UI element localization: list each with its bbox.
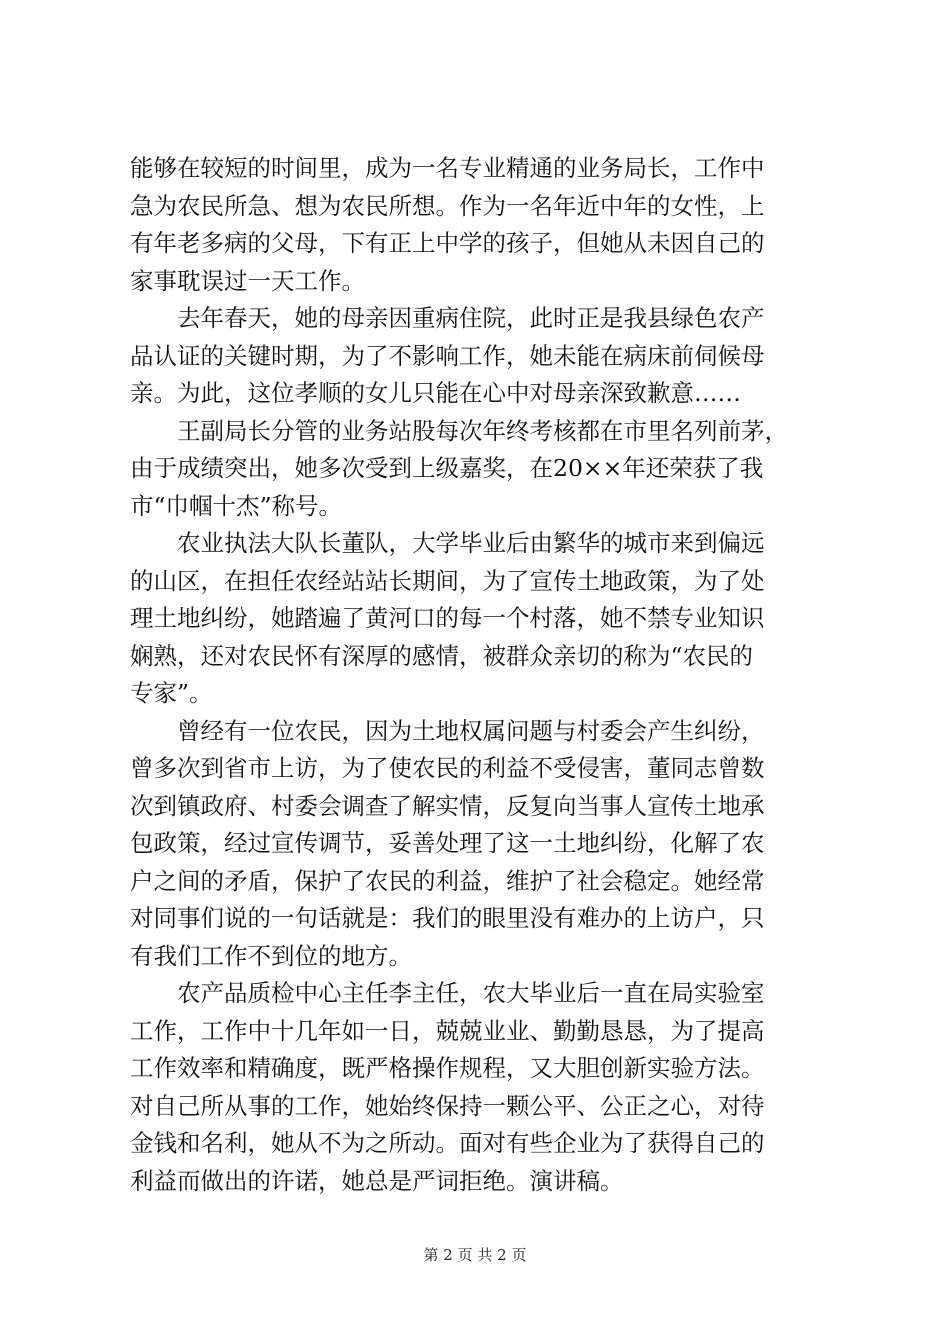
paragraph-first-line: 农业执法大队长董队，大学毕业后由繁华的城市来到偏远 <box>177 529 765 557</box>
paragraph-first-line: 曾经有一位农民，因为土地权属问题与村委会产生纠纷， <box>177 716 765 745</box>
text-line: 次到镇政府、村委会调查了解实情，反复向当事人宣传土地承 <box>130 791 765 820</box>
text-line: 急为农民所急、想为农民所想。作为一名年近中年的女性，上 <box>130 191 765 220</box>
text-line: 品认证的关键时期，为了不影响工作，她未能在病床前伺候母 <box>130 341 765 370</box>
text-line: 理土地纠纷，她踏遍了黄河口的每一个村落，她不禁专业知识 <box>130 604 765 632</box>
paragraph-first-line: 去年春天，她的母亲因重病住院，此时正是我县绿色农产 <box>177 304 765 332</box>
paragraph-first-line: 王副局长分管的业务站股每次年终考核都在市里名列前茅， <box>177 416 788 445</box>
text-line: 的山区，在担任农经站站长期间，为了宣传土地政策，为了处 <box>130 566 765 595</box>
text-line: 能够在较短的时间里，成为一名专业精通的业务局长，工作中 <box>130 154 765 182</box>
text-line: 由于成绩突出，她多次受到上级嘉奖，在20××年还荣获了我 <box>130 454 764 482</box>
text-line: 对同事们说的一句话就是：我们的眼里没有难办的上访户，只 <box>130 904 765 932</box>
text-line: 对自己所从事的工作，她始终保持一颗公平、公正之心，对待 <box>130 1091 765 1120</box>
text-line: 包政策，经过宣传调节，妥善处理了这一土地纠纷，化解了农 <box>130 829 765 857</box>
text-line: 工作，工作中十几年如一日，兢兢业业、勤勤恳恳，为了提高 <box>130 1016 765 1045</box>
text-line: 家事耽误过一天工作。 <box>130 266 365 295</box>
text-line: 有年老多病的父母，下有正上中学的孩子，但她从未因自己的 <box>130 229 765 257</box>
text-line: 娴熟，还对农民怀有深厚的感情，被群众亲切的称为“农民的 <box>130 641 754 670</box>
body-text <box>130 150 810 1200</box>
text-line: 有我们工作不到位的地方。 <box>130 941 412 970</box>
text-line: 专家”。 <box>130 679 213 707</box>
page-footer: 第 2 页 共 2 页 <box>423 1246 527 1264</box>
text-line: 亲。为此，这位孝顺的女儿只能在心中对母亲深致歉意…… <box>130 379 741 407</box>
paragraph-first-line: 农产品质检中心主任李主任，农大毕业后一直在局实验室 <box>177 979 765 1007</box>
text-line: 曾多次到省市上访，为了使农民的利益不受侵害，董同志曾数 <box>130 754 765 782</box>
text-line: 户之间的矛盾，保护了农民的利益，维护了社会稳定。她经常 <box>130 866 765 895</box>
text-line: 市“巾帼十杰”称号。 <box>130 491 343 520</box>
text-line: 工作效率和精确度，既严格操作规程，又大胆创新实验方法。 <box>130 1054 765 1082</box>
text-line: 利益而做出的许诺，她总是严词拒绝。演讲稿。 <box>130 1166 624 1195</box>
text-line: 金钱和名利，她从不为之所动。面对有些企业为了获得自己的 <box>130 1129 765 1157</box>
